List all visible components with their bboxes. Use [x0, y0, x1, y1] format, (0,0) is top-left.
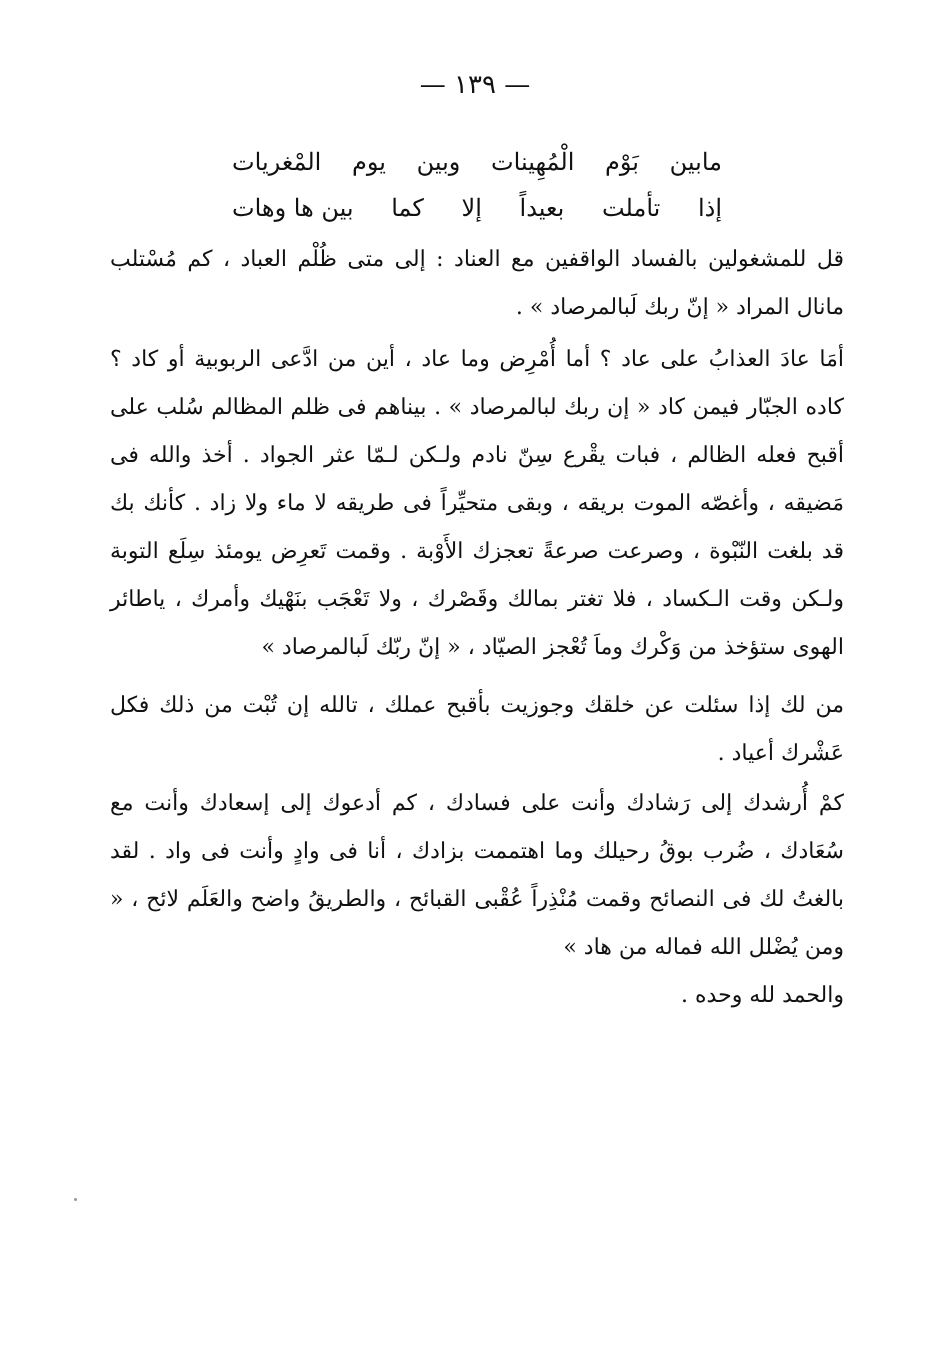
verse-1-word-4: وبين	[416, 148, 461, 176]
paragraph-4	[110, 780, 844, 1020]
page-number: — ١٣٩ —	[419, 70, 531, 100]
verse-2-word-1: إذا	[697, 194, 722, 222]
verse-1-word-2: بَوْم	[605, 148, 639, 176]
verse-2-word-3: بعيداً	[519, 194, 565, 222]
paragraph-4-body: كمْ أُرشدك إلى رَشادك وأنت على فسادك ، كم أدعوك إلى إسعادك وأنت مع سُعَادك ، ضُرب بوقُ رحيلك وما اهتممت بزادك ، أنا فى وادٍ وأنت فى واد . لقد بالغتُ لك فى النصائح وقمت مُنْذِراً عُقْبى القبائح ، والطريقُ واضح والعَلَم لائح ، « ومن يُضْلل الله فماله من هاد »	[110, 791, 844, 960]
verse-1-word-6: المْغريات	[232, 148, 322, 176]
paragraph-1: قل للمشغولين بالفساد الواقفين مع العناد : إلى متى ظُلْم العباد ، كم مُسْتلب مانال المراد « إنّ ربك لَبالمرصاد » .	[110, 247, 844, 320]
verse-2-word-5: كما	[391, 194, 424, 222]
paragraph-2: أمَا عادَ العذابُ على عاد ؟ أما أُمْرِض وما عاد ، أين من ادَّعى الربوبية أو كاد ؟ كاده الجبّار فيمن كاد « إن ربك لبالمرصاد » . بيناهم فى ظلم المظالم سُلب على أقبح فعله الظالم ، فبات يقْرع سِنّ نادم ولـكن لـمّا عثر الجواد . أخذ والله فى مَضيقه ، وأغصّه الموت بريقه ، وبقى متحيِّراً فى طريقه لا ماء ولا زاد . كأنك بك قد بلغت النّبْوة ، وصرعت صرعةً تعجزك الأَوْبة . وقمت تَعرِض يومئذ سِلَع التوبة ولـكن وقت الـكساد ، فلا تغتر بمالك وقَصْرك ، ولا تَعْجَب بنَهْيك وأمرك ، ياطائر الهوى ستؤخذ من وَكْرك وماَ تُعْجز الصيّاد ، « إنّ ربّك لَبالمرصاد »	[110, 347, 844, 660]
poem-verse-1	[232, 138, 722, 186]
paragraph-3: من لك إذا سئلت عن خلقك وجوزيت بأقبح عملك ، تالله إن تُبْت من ذلك فكل عَشْرك أعياد .	[110, 693, 844, 766]
verse-1-word-1: مابين	[669, 148, 722, 176]
verse-2-word-4: إلا	[461, 194, 482, 222]
closing-line: والحمد لله وحده .	[681, 983, 844, 1008]
verse-1-word-3: الْمُهِينات	[491, 148, 575, 176]
paper-speck	[74, 1198, 77, 1201]
verse-1-word-5: يوم	[351, 148, 386, 176]
poem-verse-2	[232, 184, 722, 232]
verse-2-word-6: بين ها وهات	[232, 194, 354, 222]
verse-2-word-2: تأملت	[601, 194, 661, 222]
